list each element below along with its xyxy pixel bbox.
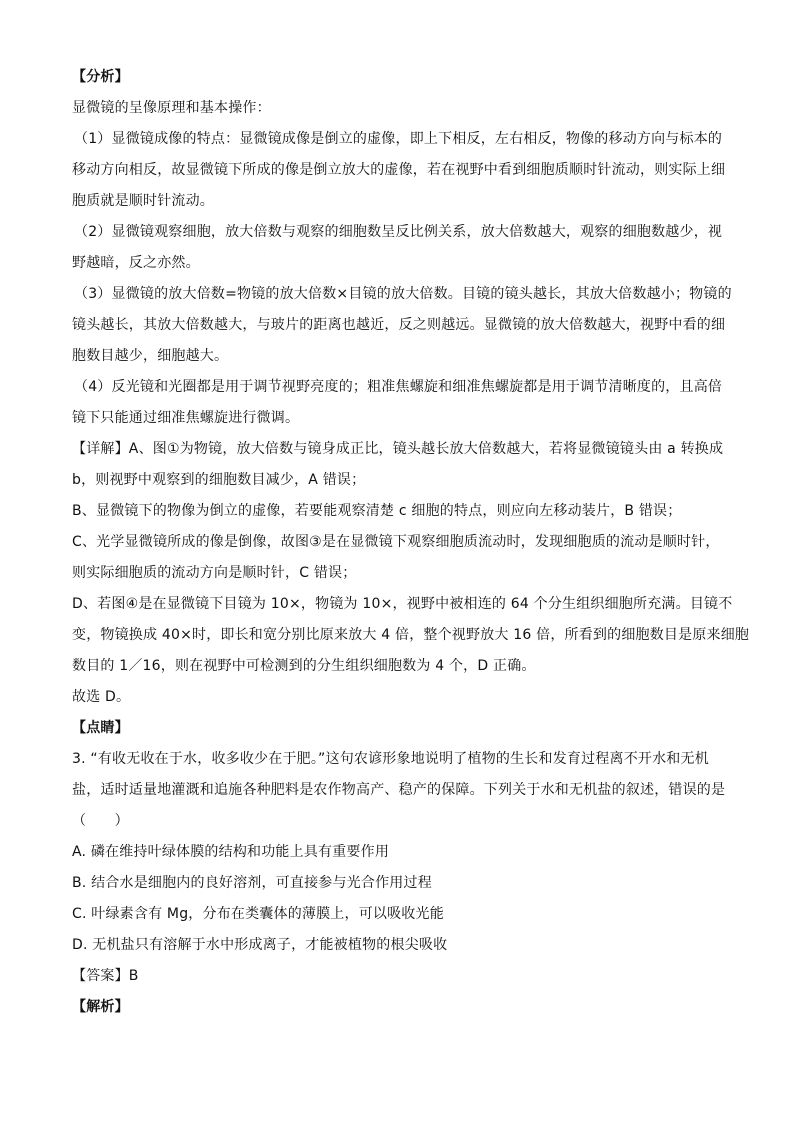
analysis-line-9: （4）反光镜和光圈都是用于调节视野亮度的；粗准焦螺旋和细准焦螺旋都是用于调节清晰度的，且高倍 (74, 379, 723, 395)
detail-line-4: 则实际细胞质的流动方向是顺时针，C 错误； (72, 565, 357, 581)
option-b: B. 结合水是细胞内的良好溶剂，可直接参与光合作用过程 (72, 875, 432, 891)
analysis-heading: 【分析】 (72, 69, 129, 85)
analysis-line-1: （1）显微镜成像的特点：显微镜成像是倒立的虚像，即上下相反，左右相反，物像的移动方向与标本的 (74, 131, 723, 147)
detail-line-8: 故选 D。 (72, 689, 131, 705)
analysis-line-6: （3）显微镜的放大倍数=物镜的放大倍数×目镜的放大倍数。目镜的镜头越长，其放大倍数越小；物镜的 (74, 286, 732, 302)
detail-line-7: 数目的 1／16，则在视野中可检测到的分生组织细胞数为 4 个，D 正确。 (72, 658, 536, 674)
option-d: D. 无机盐只有溶解于水中形成离子，才能被植物的根尖吸收 (72, 937, 448, 953)
comment-heading: 【点睛】 (72, 720, 129, 736)
detail-line-1: b，则视野中观察到的细胞数目减少，A 错误； (72, 472, 366, 488)
option-a: A. 磷在维持叶绿体膜的结构和功能上具有重要作用 (72, 844, 390, 860)
detail-line-3: C、光学显微镜所成的像是倒像，故图③是在显微镜下观察细胞质流动时，发现细胞质的流动是顺时针， (72, 534, 720, 550)
analysis-line-5: 野越暗，反之亦然。 (72, 255, 200, 271)
explanation-heading: 【解析】 (72, 999, 129, 1015)
analysis-line-2: 移动方向相反，故显微镜下所成的像是倒立放大的虚像，若在视野中看到细胞质顺时针流动，则实际上细 (72, 162, 726, 178)
analysis-line-4: （2）显微镜观察细胞，放大倍数与观察的细胞数呈反比例关系，放大倍数越大，观察的细胞数越少，视 (74, 224, 723, 240)
question-line-0: 3. “有收无收在于水，收多收少在于肥。”这句农谚形象地说明了植物的生长和发育过程离不开水和无机 (72, 751, 709, 767)
analysis-line-3: 胞质就是顺时针流动。 (72, 193, 214, 209)
analysis-line-7: 镜头越长，其放大倍数越大，与玻片的距离也越近，反之则越远。显微镜的放大倍数越大，视野中看的细 (72, 317, 726, 333)
document-page (72, 62, 750, 1023)
analysis-line-0: 显微镜的呈像原理和基本操作： (72, 100, 271, 116)
detail-line-0: 【详解】A、图①为物镜，放大倍数与镜身成正比，镜头越长放大倍数越大，若将显微镜镜头由 a 转换成 (72, 441, 724, 457)
question-line-1: 盐，适时适量地灌溉和追施各种肥料是农作物高产、稳产的保障。下列关于水和无机盐的叙述，错误的是 (72, 782, 726, 798)
answer-line: 【答案】B (72, 968, 139, 984)
analysis-line-10: 镜下只能通过细准焦螺旋进行微调。 (72, 410, 300, 426)
question-line-2: （ ） (72, 813, 129, 829)
detail-line-6: 变，物镜换成 40×时，即长和宽分别比原来放大 4 倍，整个视野放大 16 倍，所看到的细胞数目是原来细胞 (72, 627, 750, 643)
analysis-line-8: 胞数目越少，细胞越大。 (72, 348, 229, 364)
option-c: C. 叶绿素含有 Mg，分布在类囊体的薄膜上，可以吸收光能 (72, 906, 444, 922)
detail-line-2: B、显微镜下的物像为倒立的虚像，若要能观察清楚 c 细胞的特点，则应向左移动装片，B 错误； (72, 503, 682, 519)
detail-line-5: D、若图④是在显微镜下目镜为 10×，物镜为 10×，视野中被相连的 64 个分生组织细胞所充满。目镜不 (72, 596, 733, 612)
